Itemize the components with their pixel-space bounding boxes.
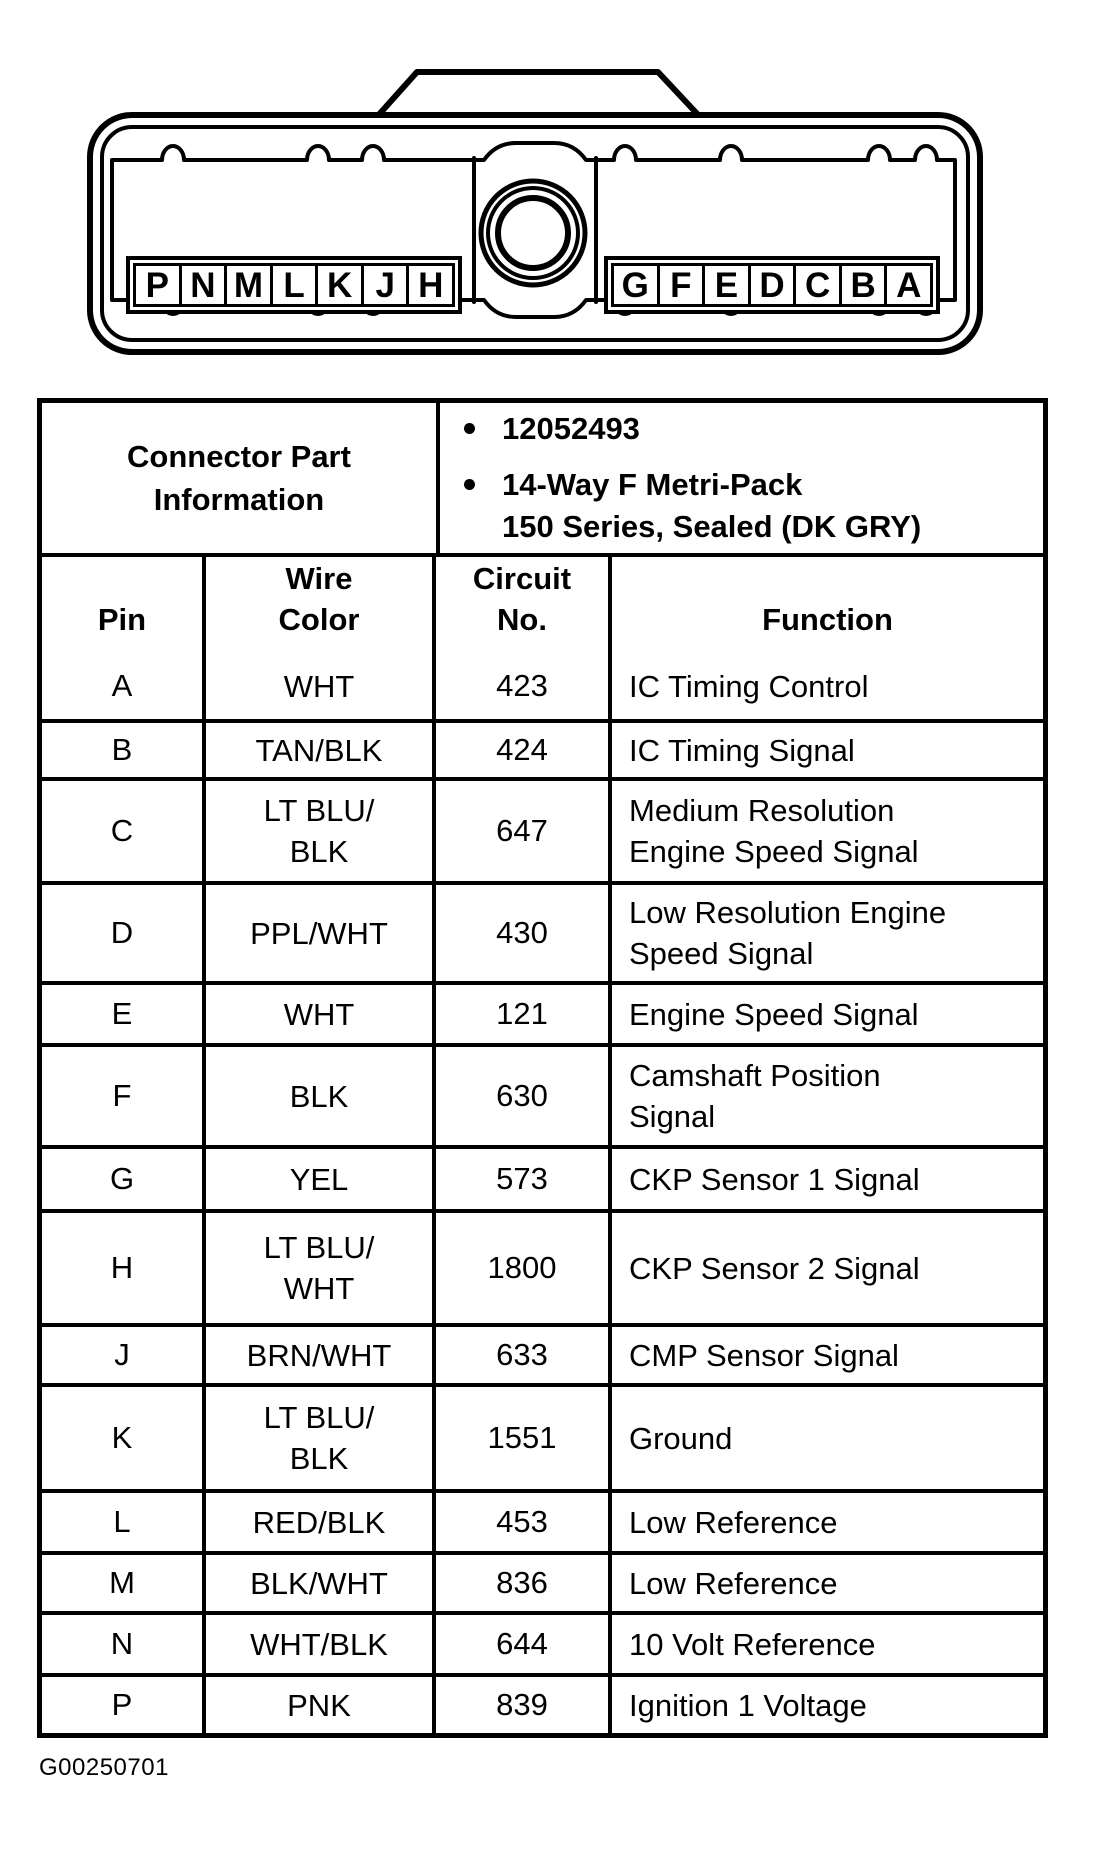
- text-line: Ignition 1 Voltage: [629, 1687, 867, 1723]
- pin-label-C: C: [793, 263, 842, 307]
- connector-pinout-table: [37, 398, 1048, 1738]
- cell-circuit-no: 573: [432, 1149, 608, 1209]
- cell-circuit-no: 430: [432, 885, 608, 981]
- cell-circuit-no: 1551: [432, 1387, 608, 1489]
- text-line: 10 Volt Reference: [629, 1626, 876, 1662]
- text-line: BLK: [289, 1078, 349, 1114]
- connector-right-pin-strip: [604, 256, 940, 314]
- text-line: BRN/WHT: [246, 1337, 392, 1373]
- cell-pin: H: [110, 1250, 134, 1285]
- cell-circuit-no: 424: [432, 723, 608, 777]
- text-line: Engine Speed Signal: [629, 996, 919, 1032]
- pinout-row-H: [42, 1209, 1043, 1323]
- pin-label-K: K: [315, 263, 364, 307]
- text-line: Low Reference: [629, 1504, 838, 1540]
- text-line: WHT/BLK: [250, 1626, 388, 1662]
- cell-circuit-no: 121: [432, 985, 608, 1043]
- cell-circuit-no: 647: [432, 781, 608, 881]
- cell-function: [608, 1493, 1043, 1551]
- part-info-bullet-text: [502, 464, 921, 548]
- text-line: LT BLU/: [263, 1230, 375, 1265]
- pinout-row-A: [42, 653, 1043, 719]
- text-line: WHT: [283, 668, 355, 704]
- text-line: Circuit: [472, 561, 572, 596]
- text-line: Engine Speed Signal: [629, 834, 919, 869]
- cell-function: [608, 723, 1043, 777]
- cell-wire-color: [202, 1149, 432, 1209]
- text-line: LT BLU/: [263, 1400, 375, 1435]
- text-line: BLK: [289, 834, 349, 869]
- text-line: Camshaft Position: [629, 1058, 881, 1093]
- cell-pin: F: [112, 1078, 132, 1113]
- cell-function: [608, 1615, 1043, 1673]
- pinout-row-C: [42, 777, 1043, 881]
- pin-label-H: H: [406, 263, 455, 307]
- cell-function: [608, 1047, 1043, 1145]
- pinout-row-B: [42, 719, 1043, 777]
- cell-function: [608, 1387, 1043, 1489]
- header-wire-color: [202, 557, 432, 653]
- pin-label-G: G: [611, 263, 660, 307]
- pinout-row-N: [42, 1611, 1043, 1673]
- part-info-bullet: [464, 408, 1043, 450]
- cell-wire-color: [202, 1387, 432, 1489]
- cell-circuit-no: 633: [432, 1327, 608, 1383]
- text-line: Low Reference: [629, 1565, 838, 1601]
- cell-circuit-no: 1800: [432, 1213, 608, 1323]
- cell-circuit-no: 839: [432, 1677, 608, 1733]
- pinout-row-J: [42, 1323, 1043, 1383]
- text-line: Color: [278, 602, 360, 637]
- bullet-dot-icon: [464, 423, 475, 434]
- pin-label-D: D: [748, 263, 797, 307]
- cell-pin: N: [110, 1626, 134, 1661]
- text-line: IC Timing Signal: [629, 732, 855, 768]
- cell-function: [608, 781, 1043, 881]
- cell-circuit-no: 423: [432, 653, 608, 719]
- pin-label-L: L: [270, 263, 319, 307]
- part-info-bullet-text: [502, 408, 640, 450]
- text-line: Wire: [285, 561, 353, 596]
- part-info-row: [42, 403, 1043, 553]
- text-line: 12052493: [502, 411, 640, 446]
- cell-pin: K: [111, 1420, 133, 1455]
- connector-top-hump: [375, 72, 702, 119]
- cell-wire-color: [202, 1047, 432, 1145]
- cell-wire-color: [202, 1213, 432, 1323]
- text-line: Signal: [629, 1099, 716, 1134]
- pin-label-A: A: [884, 263, 933, 307]
- cell-circuit-no: 453: [432, 1493, 608, 1551]
- cell-function: [608, 653, 1043, 719]
- cell-pin: D: [110, 915, 134, 950]
- text-line: BLK/WHT: [250, 1565, 388, 1601]
- text-line: PNK: [287, 1687, 351, 1723]
- cell-wire-color: [202, 1555, 432, 1611]
- pinout-row-E: [42, 981, 1043, 1043]
- cell-wire-color: [202, 1327, 432, 1383]
- text-line: Information: [153, 482, 325, 517]
- pin-label-M: M: [224, 263, 273, 307]
- bullet-dot-icon: [464, 479, 475, 490]
- cell-function: [608, 1213, 1043, 1323]
- text-line: PPL/WHT: [250, 915, 388, 951]
- pinout-row-G: [42, 1145, 1043, 1209]
- text-line: WHT: [283, 996, 355, 1032]
- cell-function: [608, 985, 1043, 1043]
- cell-circuit-no: 836: [432, 1555, 608, 1611]
- header-pin: [42, 557, 202, 653]
- part-info-details: [436, 403, 1043, 553]
- cell-pin: C: [110, 813, 134, 848]
- pinout-row-M: [42, 1551, 1043, 1611]
- cell-circuit-no: 644: [432, 1615, 608, 1673]
- cell-wire-color: [202, 985, 432, 1043]
- pinout-row-P: [42, 1673, 1043, 1733]
- text-line: TAN/BLK: [255, 732, 383, 768]
- text-line: CKP Sensor 1 Signal: [629, 1161, 920, 1197]
- text-line: Connector Part: [127, 439, 351, 474]
- cell-pin: L: [113, 1504, 131, 1539]
- text-line: Low Resolution Engine: [629, 895, 947, 930]
- cell-pin: E: [111, 996, 133, 1031]
- pinout-row-D: [42, 881, 1043, 981]
- cell-wire-color: [202, 1615, 432, 1673]
- text-line: CMP Sensor Signal: [629, 1337, 899, 1373]
- text-line: BLK: [289, 1441, 349, 1476]
- pin-label-P: P: [133, 263, 182, 307]
- cell-wire-color: [202, 653, 432, 719]
- cell-pin: P: [111, 1687, 133, 1722]
- pinout-row-L: [42, 1489, 1043, 1551]
- pinout-row-K: [42, 1383, 1043, 1489]
- cell-wire-color: [202, 723, 432, 777]
- text-line: RED/BLK: [252, 1504, 386, 1540]
- part-info-bullet: [464, 464, 1043, 548]
- text-line: 150 Series, Sealed (DK GRY): [502, 509, 922, 544]
- cell-function: [608, 1327, 1043, 1383]
- cell-wire-color: [202, 1493, 432, 1551]
- connector-left-pin-strip: [126, 256, 462, 314]
- header-function: [608, 557, 1043, 653]
- connector-diagram: [60, 55, 990, 375]
- text-line: Speed Signal: [629, 936, 814, 971]
- cell-pin: M: [109, 1565, 135, 1600]
- cell-function: [608, 1677, 1043, 1733]
- part-info-title: [42, 403, 436, 553]
- pinout-row-F: [42, 1043, 1043, 1145]
- connector-outline-art: [60, 55, 990, 375]
- text-line: Medium Resolution: [629, 793, 895, 828]
- cell-wire-color: [202, 781, 432, 881]
- text-line: WHT: [283, 1271, 355, 1306]
- cell-function: [608, 885, 1043, 981]
- text-line: No.: [497, 602, 547, 637]
- cell-pin: J: [114, 1337, 130, 1372]
- text-line: Function: [762, 602, 893, 637]
- column-header-row: [42, 553, 1043, 653]
- cell-wire-color: [202, 885, 432, 981]
- text-line: CKP Sensor 2 Signal: [629, 1250, 920, 1286]
- figure-id: G00250701: [39, 1754, 169, 1781]
- header-circuit-no: [432, 557, 608, 653]
- pin-label-J: J: [361, 263, 410, 307]
- pin-label-B: B: [839, 263, 888, 307]
- cell-function: [608, 1149, 1043, 1209]
- text-line: IC Timing Control: [629, 668, 869, 704]
- text-line: 14-Way F Metri-Pack: [502, 467, 803, 502]
- text-line: LT BLU/: [263, 793, 375, 828]
- cell-function: [608, 1555, 1043, 1611]
- cell-pin: B: [111, 732, 133, 767]
- text-line: Ground: [629, 1420, 733, 1456]
- cell-circuit-no: 630: [432, 1047, 608, 1145]
- pin-label-F: F: [657, 263, 706, 307]
- cell-pin: G: [109, 1161, 135, 1196]
- cell-wire-color: [202, 1677, 432, 1733]
- text-line: YEL: [289, 1161, 349, 1197]
- pin-label-E: E: [702, 263, 751, 307]
- text-line: Pin: [97, 602, 147, 637]
- cell-pin: A: [111, 668, 133, 703]
- pin-label-N: N: [179, 263, 228, 307]
